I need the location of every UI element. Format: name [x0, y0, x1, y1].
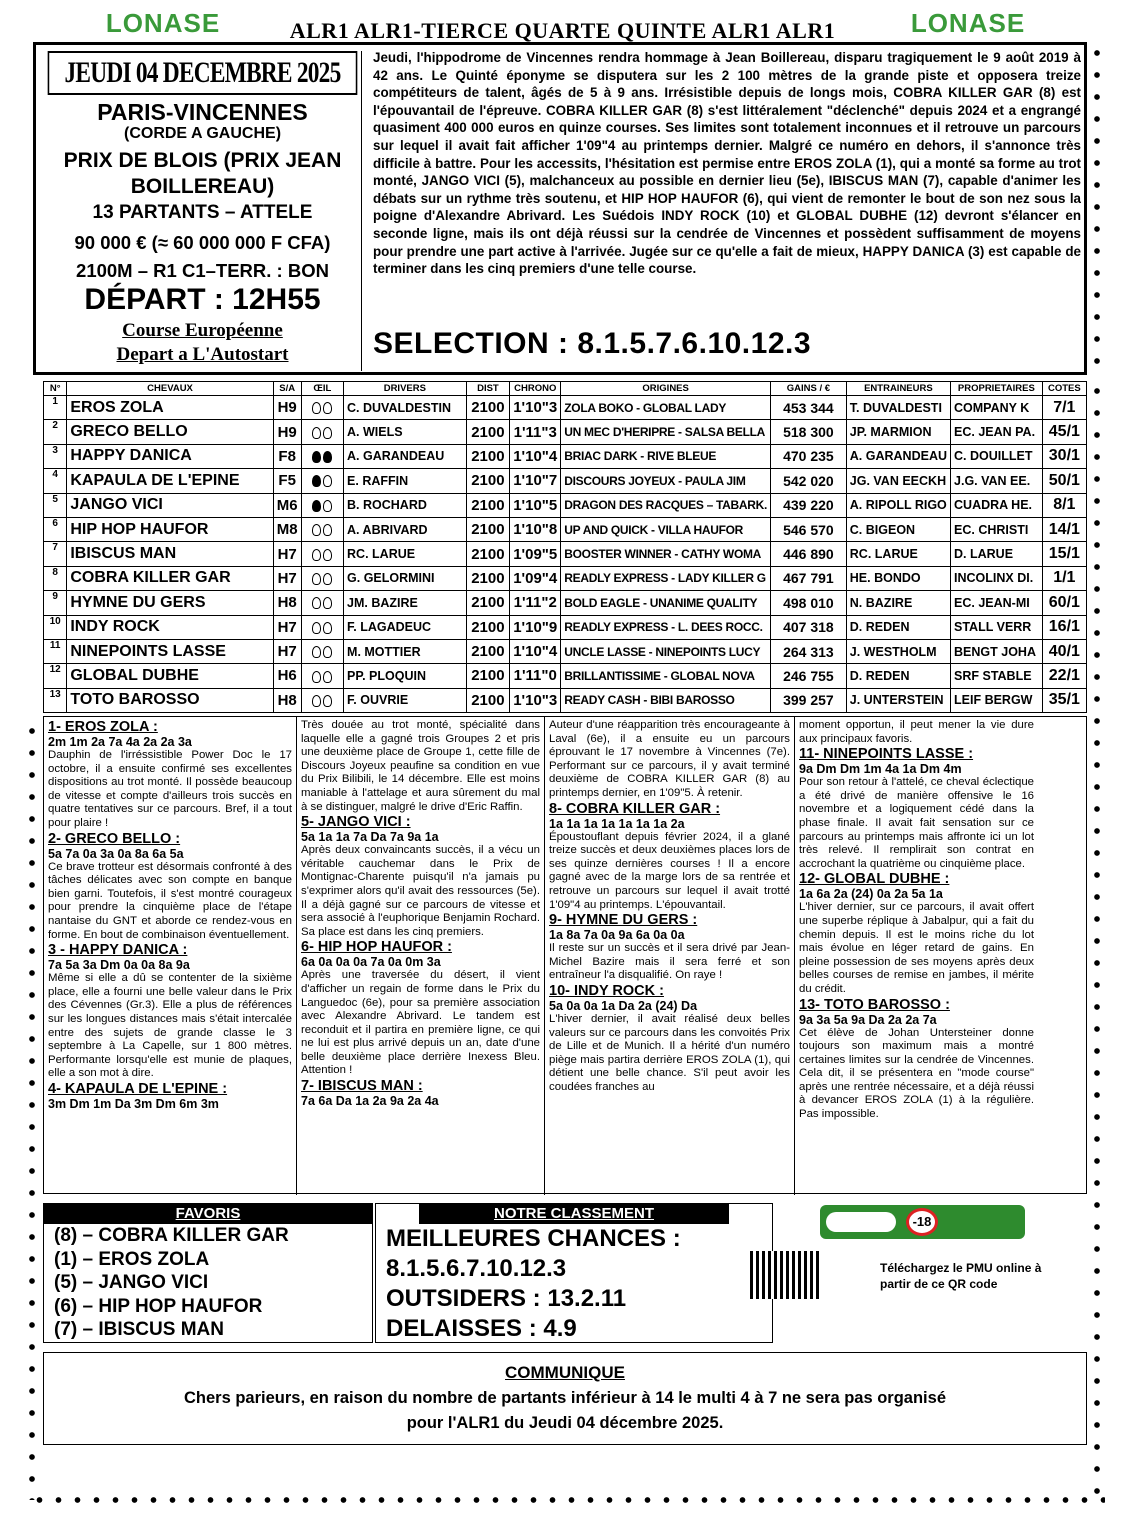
chrono: 1'11"2 [510, 591, 561, 615]
horse-comment-title: 1- EROS ZOLA : [48, 719, 158, 735]
origins: DISCOURS JOYEUX - PAULA JIM [561, 469, 771, 493]
origins: DRAGON DES RACQUES – TABARK. [561, 493, 771, 517]
favoris-box [43, 1203, 373, 1343]
trainer-name: A. RIPOLL RIGO [846, 493, 950, 517]
horse-comment-title: 11- NINEPOINTS LASSE : [799, 746, 974, 763]
race-depart: DÉPART : 12H55 [84, 283, 321, 317]
race-distance: 2100M – R1 C1–TERR. : BON [76, 259, 329, 281]
runner-number: 9 [44, 591, 67, 615]
race-autostart: Depart a L'Autostart [116, 343, 289, 365]
favori-item: (5) – JANGO VICI [54, 1272, 209, 1293]
chrono: 1'10"5 [510, 493, 561, 517]
table-row [44, 493, 1087, 517]
trainer-name: RC. LARUE [846, 542, 950, 566]
origins: ZOLA BOKO - GLOBAL LADY [561, 396, 771, 420]
driver-name: A. GARANDEAU [344, 444, 467, 468]
table-row [44, 615, 1087, 639]
communique-line-1: Chers parieurs, en raison du nombre de partants inférieur à 14 le multi 4 à 7 ne sera pas organisé [183, 1389, 946, 1407]
driver-name: F. OUVRIE [344, 688, 467, 712]
owner-name: LEIF BERGW [951, 688, 1043, 712]
distance: 2100 [466, 566, 510, 590]
horse-form: 6a 0a 0a 0a 7a 0a 0m 3a [301, 955, 441, 970]
trainer-name: HE. BONDO [846, 566, 950, 590]
dot-border-right [1090, 380, 1104, 1500]
sex-age: M6 [273, 493, 301, 517]
horse-name: COBRA KILLER GAR [67, 566, 273, 590]
classement-delaisses: DELAISSES : 4.9 [386, 1315, 577, 1342]
horse-form: 5a 0a 0a 1a Da 2a (24) Da [549, 998, 698, 1013]
sex-age: H7 [273, 566, 301, 590]
blinker-icon [323, 622, 332, 634]
gains: 518 300 [771, 420, 847, 444]
blinker-icon [323, 695, 332, 707]
origins: BOOSTER WINNER - CATHY WOMA [561, 542, 771, 566]
horse-comment-text: Cet élève de Johan Untersteiner donne toujours son maximum mais a montré certaines limites sur la cendrée de Vincennes. Cela dit, il se présentera en "mode course" après une rentrée nécessaire, et a déjà réussi à devancer EROS ZOLA (1) à la régulière. Pas impossible. [799, 1026, 1034, 1121]
odds: 35/1 [1042, 688, 1086, 712]
race-course-type: Course Européenne [122, 319, 283, 341]
blinker-icon [323, 671, 332, 683]
classement-title: NOTRE CLASSEMENT [419, 1204, 729, 1224]
race-summary-panel [44, 51, 362, 371]
gains: 546 570 [771, 517, 847, 541]
origins: BRILLANTISSIME - GLOBAL NOVA [561, 664, 771, 688]
horse-comment-text: L'hiver dernier, il avait réalisé deux belles valeurs sur ce parcours dans les convoités Prix de Lille et de Munich. Il a hérité d'un numéro piège mais partira derrière EROS ZOLA (1), qui détient une belle chance. S'il peut avoir les coudées franches au [549, 1012, 790, 1093]
owner-name: EC. CHRISTI [951, 517, 1043, 541]
age-restriction-badge: -18 [906, 1208, 938, 1236]
gains: 498 010 [771, 591, 847, 615]
owner-name: D. LARUE [951, 542, 1043, 566]
race-partants: 13 PARTANTS – ATTELE [92, 201, 313, 223]
eye-icon [301, 615, 343, 639]
trainer-name: JG. VAN EECKH [846, 469, 950, 493]
blinker-icon [312, 524, 321, 536]
horse-name: IBISCUS MAN [67, 542, 273, 566]
horse-form: 1a 8a 7a 0a 9a 6a 0a 0a [549, 928, 685, 943]
distance: 2100 [466, 493, 510, 517]
origins: UP AND QUICK - VILLA HAUFOR [561, 517, 771, 541]
horse-comment-title: 2- GRECO BELLO : [48, 830, 181, 847]
race-corde: (CORDE A GAUCHE) [123, 125, 282, 143]
eye-icon [301, 542, 343, 566]
classement-best: MEILLEURES CHANCES : [386, 1225, 681, 1252]
gains: 264 313 [771, 639, 847, 663]
chrono: 1'09"5 [510, 542, 561, 566]
blinker-icon [323, 427, 332, 439]
horse-name: GRECO BELLO [67, 420, 273, 444]
column-header: ŒIL [301, 382, 343, 396]
horse-form: 5a 7a 0a 3a 0a 8a 6a 5a [48, 846, 184, 861]
eye-icon [301, 591, 343, 615]
column-header: CHRONO [510, 382, 561, 396]
comments-column-3 [544, 717, 794, 1195]
horse-comment-text: L'hiver dernier, sur ce parcours, il avait offert une superbe réplique à Jabalpur, qui a fait du chemin depuis. Il est le moins riche du lot mais évolue en léger retard de gains. En pleine possession de ses moyens après deux belles courses de remise en jambes, il mérite du crédit. [799, 901, 1034, 995]
driver-name: A. ABRIVARD [344, 517, 467, 541]
odds: 7/1 [1042, 396, 1086, 420]
runner-number: 13 [44, 688, 67, 712]
odds: 14/1 [1042, 517, 1086, 541]
horse-form: 5a 1a 1a 7a Da 7a 9a 1a [301, 830, 439, 845]
blinker-icon [323, 451, 332, 463]
blinker-icon [312, 549, 321, 561]
distance: 2100 [466, 688, 510, 712]
distance: 2100 [466, 591, 510, 615]
blinker-icon [312, 597, 321, 609]
sex-age: H8 [273, 591, 301, 615]
column-header: GAINS / € [771, 382, 847, 396]
eye-icon [301, 566, 343, 590]
pmu-logo-icon [826, 1212, 896, 1232]
dot-border-bottom [30, 1493, 1105, 1507]
horse-comment-text: Auteur d'une réapparition très encourageante à Laval (6e), il a ensuite eu un parcours éprouvant le 17 novembre à Vincennes (7e). Performant sur ce parcours, il y avait terminé deuxième de COBRA KILLER GAR (8) au printemps dernier, en 1'09"5. À retenir. [549, 719, 790, 799]
owner-name: STALL VERR [951, 615, 1043, 639]
driver-name: PP. PLOQUIN [344, 664, 467, 688]
distance: 2100 [466, 469, 510, 493]
blinker-icon [312, 402, 321, 414]
eye-icon [301, 469, 343, 493]
communique-box [43, 1352, 1087, 1445]
race-info-box [33, 42, 1087, 375]
horse-form: 1a 1a 1a 1a 1a 1a 1a 2a [549, 816, 685, 831]
horse-comment-text: Il reste sur un succès et il sera drivé par Jean-Michel Bazire mais il sera ferré et son entraîneur l'a disqualifié. On raye ! [549, 942, 790, 982]
race-venue: PARIS-VINCENNES [97, 99, 308, 125]
horse-form: 3m Dm 1m Da 3m Dm 6m 3m [48, 1096, 219, 1111]
sex-age: F8 [273, 444, 301, 468]
driver-name: E. RAFFIN [344, 469, 467, 493]
horse-comment-title: 5- JANGO VICI : [301, 814, 411, 831]
horse-comment-title: 8- COBRA KILLER GAR : [549, 800, 721, 817]
driver-name: JM. BAZIRE [344, 591, 467, 615]
column-header: ENTRAINEURS [846, 382, 950, 396]
distance: 2100 [466, 420, 510, 444]
runner-number: 5 [44, 493, 67, 517]
sex-age: H9 [273, 420, 301, 444]
blinker-icon [323, 597, 332, 609]
classement-outsiders: OUTSIDERS : 13.2.11 [386, 1285, 627, 1312]
column-header: N° [44, 382, 67, 396]
distance: 2100 [466, 517, 510, 541]
sex-age: H7 [273, 615, 301, 639]
blinker-icon [323, 402, 332, 414]
driver-name: A. WIELS [344, 420, 467, 444]
eye-icon [301, 517, 343, 541]
odds: 30/1 [1042, 444, 1086, 468]
trainer-name: C. BIGEON [846, 517, 950, 541]
driver-name: G. GELORMINI [344, 566, 467, 590]
chrono: 1'10"4 [510, 444, 561, 468]
horse-name: HAPPY DANICA [67, 444, 273, 468]
comments-column-2 [296, 717, 544, 1195]
origins: UN MEC D'HERIPRE - SALSA BELLA [561, 420, 771, 444]
blinker-icon [312, 573, 321, 585]
table-row [44, 420, 1087, 444]
sex-age: H7 [273, 542, 301, 566]
communique-title: COMMUNIQUE [505, 1363, 625, 1382]
horse-comment-title: 7- IBISCUS MAN : [301, 1078, 423, 1095]
horse-comment-title: 13- TOTO BAROSSO : [799, 996, 950, 1013]
runner-number: 10 [44, 615, 67, 639]
blinker-icon [312, 500, 321, 512]
column-header: DIST [466, 382, 510, 396]
blinker-icon [323, 549, 332, 561]
race-allocation: 90 000 € (≈ 60 000 000 F CFA) [74, 231, 331, 253]
origins: READLY EXPRESS - LADY KILLER G [561, 566, 771, 590]
race-date: JEUDI 04 DECEMBRE 2025 [48, 51, 358, 95]
table-row [44, 542, 1087, 566]
horse-name: EROS ZOLA [67, 396, 273, 420]
dot-border-left [25, 720, 39, 1500]
owner-name: COMPANY K [951, 396, 1043, 420]
blinker-icon [312, 622, 321, 634]
odds: 40/1 [1042, 639, 1086, 663]
favori-item: (7) – IBISCUS MAN [54, 1319, 224, 1340]
race-intro-text: Jeudi, l'hippodrome de Vincennes rendra hommage à Jean Boillereau, disparu tragiquement le 9 août 2019 à 42 ans. Le Quinté éponyme se disputera sur les 2 100 mètres de la grande piste et opposera treize compétiteurs de talent, âgés de 5 à 9 ans. Irrésistible depuis de longs mois, COBRA KILLER GAR (8) est l'épouvantail de l'épreuve. COBRA KILLER GAR (8) s'est littéralement "déclenché" depuis 2024 et a engrangé quasiment 400 000 euros en quinze courses. Ses limites sont totalement inconnues et il retrouve un parcours sur lequel il avait fait afficher 1'09"4 au printemps dernier. Malgré ce numéro en dehors, il s'annonce très difficile à battre. Pour les accessits, l'hésitation est permise entre EROS ZOLA (1), qui a monté sa forme au trot monté, JANGO VICI (5), malchanceux au possible en dernier lieu (5e), IBISCUS MAN (7), capable d'animer les débats sur un rythme très soutenu, et HIP HOP HAUFOR (6), qui vient de remonter le bout de son nez sous la poigne d'Alexandre Abrivard. Les Suédois INDY ROCK (10) et GLOBAL DUBHE (12) devront s'élancer en seconde ligne, mais ils ont déjà réussi sur la cendrée de Vincennes et possèdent suffisamment de moyens pour prendre une part active à l'arrivée. Jugée sur ce qu'elle a fait de mieux, HAPPY DANICA (3) est capable de terminer dans les cinq premiers d'une telle course. [373, 50, 1081, 277]
lonase-logo-left: LONASE [105, 8, 221, 38]
horse-form: 2m 1m 2a 7a 4a 2a 2a 3a [48, 735, 192, 749]
chrono: 1'10"3 [510, 396, 561, 420]
odds: 22/1 [1042, 664, 1086, 688]
gains: 399 257 [771, 688, 847, 712]
horse-comment-title: 4- KAPAULA DE L'EPINE : [48, 1080, 228, 1097]
column-header: PROPRIETAIRES [951, 382, 1043, 396]
eye-icon [301, 664, 343, 688]
favori-item: (6) – HIP HOP HAUFOR [54, 1295, 263, 1317]
horse-name: JANGO VICI [67, 493, 273, 517]
odds: 60/1 [1042, 591, 1086, 615]
origins: READLY EXPRESS - L. DEES ROCC. [561, 615, 771, 639]
table-row [44, 517, 1087, 541]
horse-comment-text: Ce brave trotteur est désormais confronté à des tâches délicates avec son compte en banque bien garni. Toutefois, il s'est montré courageux pour prendre la cinquième place de l'étape nantaise du GNT et aborde ce rendez-vous en forme. En bout de combinaison éventuellement. [48, 860, 292, 941]
table-row [44, 591, 1087, 615]
distance: 2100 [466, 444, 510, 468]
gains: 453 344 [771, 396, 847, 420]
owner-name: SRF STABLE [951, 664, 1043, 688]
trainer-name: T. DUVALDESTI [846, 396, 950, 420]
gains: 439 220 [771, 493, 847, 517]
owner-name: INCOLINX DI. [951, 566, 1043, 590]
blinker-icon [312, 671, 321, 683]
runner-number: 11 [44, 639, 67, 663]
classement-box [375, 1203, 773, 1343]
runner-number: 4 [44, 469, 67, 493]
chrono: 1'11"3 [510, 420, 561, 444]
communique-line-2: pour l'ALR1 du Jeudi 04 décembre 2025. [406, 1414, 724, 1432]
blinker-icon [323, 500, 332, 512]
horse-form: 9a Dm Dm 1m 4a 1a Dm 4m [799, 762, 962, 777]
qr-code-icon[interactable] [750, 1251, 822, 1299]
driver-name: RC. LARUE [344, 542, 467, 566]
horse-name: INDY ROCK [67, 615, 273, 639]
table-row [44, 469, 1087, 493]
favoris-title: FAVORIS [44, 1204, 372, 1224]
pmu-banner [820, 1205, 1025, 1239]
column-header: ORIGINES [561, 382, 771, 396]
odds: 45/1 [1042, 420, 1086, 444]
horse-comment-text: Même si elle a dû se contenter de la sixième place, elle a fourni une belle valeur dans le Prix des Cévennes (Gr.3). Elle a plus de références sur les longues distances mais s'était intercalée entre des sujets de grande classe le 3 septembre à La Capelle, sur 1 800 mètres. Performante lorsqu'elle est munie de plaques, elle a son mot à dire. [48, 972, 292, 1080]
favori-item: (1) – EROS ZOLA [54, 1248, 210, 1270]
comments-column-1 [44, 717, 296, 1195]
origins: BRIAC DARK - RIVE BLEUE [561, 444, 771, 468]
horse-comment-text: Très douée au trot monté, spécialité dans laquelle elle a gagné trois Groupes 2 et pris une deuxième place de Groupe 1, cette fille de Discours Joyeux peaufine sa condition en vue du Prix Bilibili, le 14 décembre. Elle est moins maniable à l'attelage et aura sûrement du mal à se distinguer, malgré le drive d'Eric Raffin. [301, 719, 540, 813]
column-header: S/A [273, 382, 301, 396]
horse-form: 7a 5a 3a Dm 0a 0a 8a 9a [48, 958, 190, 973]
horse-comment-title: 9- HYMNE DU GERS : [549, 912, 698, 929]
horse-name: NINEPOINTS LASSE [67, 639, 273, 663]
chrono: 1'10"9 [510, 615, 561, 639]
chrono: 1'10"7 [510, 469, 561, 493]
blinker-icon [312, 451, 321, 463]
runners-table [43, 381, 1087, 713]
table-row [44, 664, 1087, 688]
horse-comment-text: Après une traversée du désert, il vient d'afficher un regain de forme dans le Prix du Languedoc (6e), pour sa première association avec Alexandre Abrivard. Le tandem est reconduit et il partira en première ligne, ce qui ne lui est plus arrivé depuis un an, date d'une belle deuxième place derrière Inexess Bleu. Attention ! [301, 969, 540, 1077]
origins: UNCLE LASSE - NINEPOINTS LUCY [561, 639, 771, 663]
chrono: 1'10"3 [510, 688, 561, 712]
horse-form: 1a 6a 2a (24) 0a 2a 5a 1a [799, 887, 943, 902]
blinker-icon [312, 646, 321, 658]
chrono: 1'09"4 [510, 566, 561, 590]
horse-comment-text: Époustouflant depuis février 2024, il a glané treize succès et deux deuxièmes places lors de ses quinze dernières courses ! Il a encore gagné avec de la marge lors de sa rentrée et retrouve un parcours sur lequel il avait trotté 1'09"4 au printemps. L'épouvantail. [549, 830, 790, 911]
chrono: 1'11"0 [510, 664, 561, 688]
column-header: DRIVERS [344, 382, 467, 396]
blinker-icon [323, 573, 332, 585]
horse-comment-title: 6- HIP HOP HAUFOR : [301, 939, 452, 956]
column-header: CHEVAUX [67, 382, 273, 396]
runner-number: 12 [44, 664, 67, 688]
gains: 407 318 [771, 615, 847, 639]
horse-name: TOTO BAROSSO [67, 688, 273, 712]
distance: 2100 [466, 396, 510, 420]
dot-border-top-right [1090, 42, 1104, 372]
gains: 467 791 [771, 566, 847, 590]
odds: 50/1 [1042, 469, 1086, 493]
blinker-icon [323, 646, 332, 658]
runner-number: 8 [44, 566, 67, 590]
table-row [44, 444, 1087, 468]
horse-comment-text: moment opportun, il peut mener la vie dure aux principaux favoris. [799, 719, 1034, 745]
driver-name: B. ROCHARD [344, 493, 467, 517]
origins: BOLD EAGLE - UNANIME QUALITY [561, 591, 771, 615]
horse-form: 9a 3a 5a 9a Da 2a 2a 7a [799, 1012, 937, 1027]
distance: 2100 [466, 664, 510, 688]
owner-name: EC. JEAN-MI [951, 591, 1043, 615]
trainer-name: JP. MARMION [846, 420, 950, 444]
horse-comment-text: Pour son retour à l'attelé, ce cheval éclectique a été drivé de manière offensive le 16 novembre et a logiquement cédé dans la phase finale. Il avait fait sensation sur ce parcours au printemps mais affronte ici un lot très relevé. Il remplirait son contrat en accrochant la quatrième ou cinquième place. [799, 776, 1034, 870]
horse-comments [43, 716, 1087, 1194]
owner-name: J.G. VAN EE. [951, 469, 1043, 493]
table-row [44, 688, 1087, 712]
runner-number: 2 [44, 420, 67, 444]
eye-icon [301, 420, 343, 444]
gains: 542 020 [771, 469, 847, 493]
runner-number: 6 [44, 517, 67, 541]
horse-comment-text: Après deux convaincants succès, il a vécu un véritable cauchemar dans le Prix de Montignac-Charente puisqu'il n'a jamais pu s'exprimer alors qu'il avait des ressources (5e). Il a déjà gagné sur ce parcours de vitesse et sera associé à l'euphorique Benjamin Rochard. Sa place est dans les cinq premiers. [301, 844, 540, 938]
trainer-name: J. UNTERSTEIN [846, 688, 950, 712]
origins: READY CASH - BIBI BAROSSO [561, 688, 771, 712]
eye-icon [301, 493, 343, 517]
driver-name: C. DUVALDESTIN [344, 396, 467, 420]
eye-icon [301, 396, 343, 420]
trainer-name: D. REDEN [846, 615, 950, 639]
horse-comment-title: 12- GLOBAL DUBHE : [799, 871, 950, 888]
sex-age: M8 [273, 517, 301, 541]
table-header-row [44, 382, 1087, 396]
race-prix: PRIX DE BLOIS (PRIX JEAN BOILLEREAU) [63, 148, 342, 198]
pmu-download-text: Téléchargez le PMU online à partir de ce QR code [880, 1261, 1042, 1291]
table-row [44, 396, 1087, 420]
sex-age: F5 [273, 469, 301, 493]
comments-column-4 [794, 717, 1038, 1195]
odds: 16/1 [1042, 615, 1086, 639]
horse-name: HYMNE DU GERS [67, 591, 273, 615]
eye-icon [301, 639, 343, 663]
gains: 446 890 [771, 542, 847, 566]
distance: 2100 [466, 615, 510, 639]
blinker-icon [312, 427, 321, 439]
favori-item: (8) – COBRA KILLER GAR [54, 1225, 289, 1246]
horse-name: HIP HOP HAUFOR [67, 517, 273, 541]
chrono: 1'10"8 [510, 517, 561, 541]
runner-number: 7 [44, 542, 67, 566]
table-row [44, 639, 1087, 663]
runner-number: 1 [44, 396, 67, 420]
distance: 2100 [466, 639, 510, 663]
eye-icon [301, 444, 343, 468]
selection: SELECTION : 8.1.5.7.6.10.12.3 [373, 327, 812, 360]
owner-name: C. DOUILLET [951, 444, 1043, 468]
sex-age: H7 [273, 639, 301, 663]
runner-number: 3 [44, 444, 67, 468]
driver-name: M. MOTTIER [344, 639, 467, 663]
horse-comment-title: 10- INDY ROCK : [549, 982, 664, 999]
odds: 1/1 [1042, 566, 1086, 590]
classement-best-numbers: 8.1.5.6.7.10.12.3 [386, 1255, 567, 1282]
odds: 15/1 [1042, 542, 1086, 566]
horse-comment-title: 3 - HAPPY DANICA : [48, 942, 188, 959]
sex-age: H9 [273, 396, 301, 420]
gains: 470 235 [771, 444, 847, 468]
horse-comment-text: Dauphin de l'irréssistible Power Doc le 17 octobre, il a ensuite confirmé ses excellentes dispositions au trot monté. Il possède beaucoup de vitesse et compte d'ailleurs trois succès en quatre tentatives sur ce parcours. Bref, il a tout pour plaire ! [48, 749, 292, 829]
sex-age: H8 [273, 688, 301, 712]
header-title: ALR1 ALR1-TIERCE QUARTE QUINTE ALR1 ALR1 [289, 18, 836, 43]
horse-name: KAPAULA DE L'EPINE [67, 469, 273, 493]
owner-name: EC. JEAN PA. [951, 420, 1043, 444]
trainer-name: D. REDEN [846, 664, 950, 688]
sex-age: H6 [273, 664, 301, 688]
gains: 246 755 [771, 664, 847, 688]
table-row [44, 566, 1087, 590]
distance: 2100 [466, 542, 510, 566]
owner-name: BENGT JOHA [951, 639, 1043, 663]
trainer-name: J. WESTHOLM [846, 639, 950, 663]
column-header: COTES [1042, 382, 1086, 396]
owner-name: CUADRA HE. [951, 493, 1043, 517]
blinker-icon [323, 524, 332, 536]
horse-form: 7a 6a Da 1a 2a 9a 2a 4a [301, 1094, 439, 1109]
chrono: 1'10"4 [510, 639, 561, 663]
blinker-icon [323, 475, 332, 487]
horse-name: GLOBAL DUBHE [67, 664, 273, 688]
trainer-name: A. GARANDEAU [846, 444, 950, 468]
odds: 8/1 [1042, 493, 1086, 517]
eye-icon [301, 688, 343, 712]
driver-name: F. LAGADEUC [344, 615, 467, 639]
lonase-logo-right: LONASE [910, 8, 1026, 38]
blinker-icon [312, 475, 321, 487]
blinker-icon [312, 695, 321, 707]
trainer-name: N. BAZIRE [846, 591, 950, 615]
